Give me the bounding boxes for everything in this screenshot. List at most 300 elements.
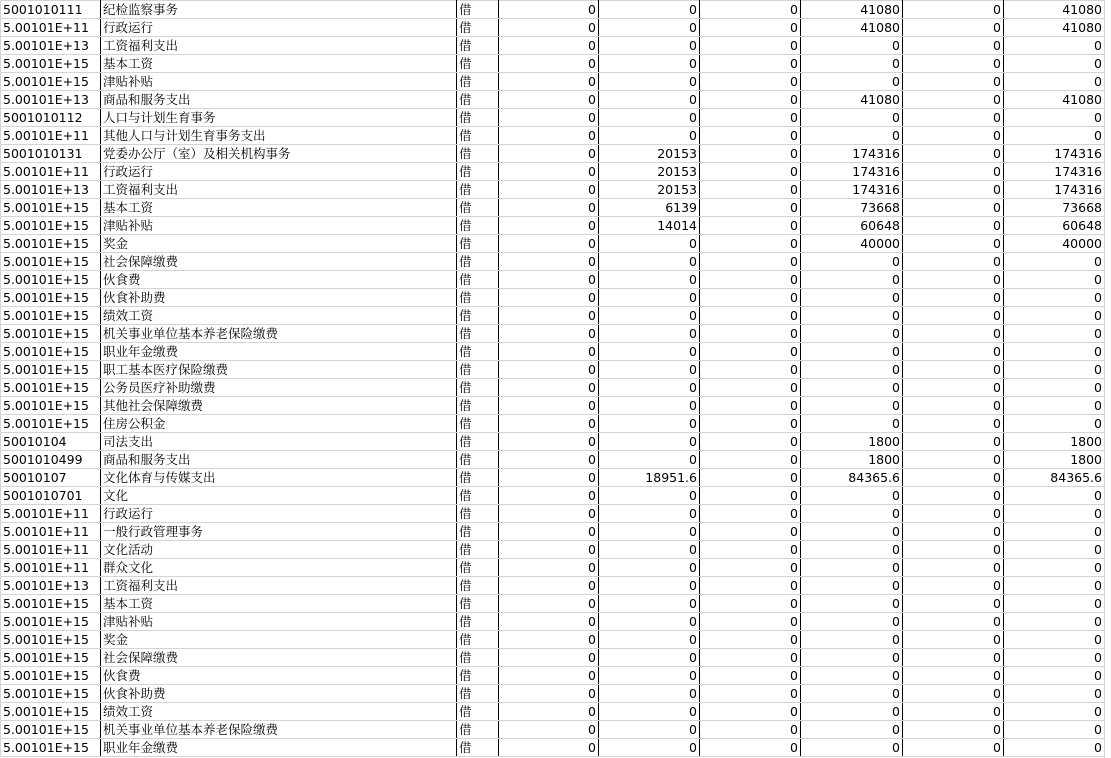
amount-cell-1[interactable]: 0 [499,721,599,739]
account-code-cell[interactable]: 5.00101E+15 [1,343,101,361]
account-name-cell[interactable]: 伙食费 [101,667,457,685]
amount-cell-1[interactable]: 0 [499,685,599,703]
amount-cell-3[interactable]: 0 [700,649,801,667]
amount-cell-1[interactable]: 0 [499,253,599,271]
amount-cell-1[interactable]: 0 [499,91,599,109]
direction-cell[interactable]: 借 [457,325,499,343]
amount-cell-3[interactable]: 0 [700,667,801,685]
amount-cell-5[interactable]: 0 [903,163,1004,181]
account-name-cell[interactable]: 津贴补贴 [101,73,457,91]
amount-cell-6[interactable]: 0 [1004,487,1105,505]
amount-cell-3[interactable]: 0 [700,721,801,739]
account-code-cell[interactable]: 5.00101E+15 [1,685,101,703]
direction-cell[interactable]: 借 [457,649,499,667]
amount-cell-1[interactable]: 0 [499,667,599,685]
amount-cell-3[interactable]: 0 [700,181,801,199]
direction-cell[interactable]: 借 [457,217,499,235]
account-code-cell[interactable]: 5.00101E+15 [1,595,101,613]
account-name-cell[interactable]: 文化活动 [101,541,457,559]
account-name-cell[interactable]: 文化体育与传媒支出 [101,469,457,487]
amount-cell-5[interactable]: 0 [903,469,1004,487]
amount-cell-1[interactable]: 0 [499,739,599,757]
amount-cell-5[interactable]: 0 [903,361,1004,379]
amount-cell-6[interactable]: 174316 [1004,145,1105,163]
account-code-cell[interactable]: 5.00101E+15 [1,667,101,685]
amount-cell-5[interactable]: 0 [903,55,1004,73]
amount-cell-4[interactable]: 0 [801,55,903,73]
amount-cell-3[interactable]: 0 [700,325,801,343]
amount-cell-2[interactable]: 0 [599,577,700,595]
account-code-cell[interactable]: 5001010701 [1,487,101,505]
account-name-cell[interactable]: 公务员医疗补助缴费 [101,379,457,397]
amount-cell-4[interactable]: 174316 [801,181,903,199]
account-code-cell[interactable]: 5.00101E+15 [1,199,101,217]
amount-cell-4[interactable]: 0 [801,577,903,595]
amount-cell-4[interactable]: 0 [801,37,903,55]
amount-cell-3[interactable]: 0 [700,289,801,307]
account-code-cell[interactable]: 5.00101E+15 [1,721,101,739]
account-code-cell[interactable]: 5.00101E+15 [1,631,101,649]
account-code-cell[interactable]: 5.00101E+15 [1,703,101,721]
amount-cell-5[interactable]: 0 [903,289,1004,307]
account-name-cell[interactable]: 行政运行 [101,19,457,37]
account-code-cell[interactable]: 5.00101E+15 [1,271,101,289]
amount-cell-1[interactable]: 0 [499,523,599,541]
direction-cell[interactable]: 借 [457,613,499,631]
amount-cell-6[interactable]: 0 [1004,685,1105,703]
amount-cell-3[interactable]: 0 [700,541,801,559]
amount-cell-6[interactable]: 60648 [1004,217,1105,235]
amount-cell-5[interactable]: 0 [903,343,1004,361]
account-code-cell[interactable]: 5001010131 [1,145,101,163]
amount-cell-4[interactable]: 84365.6 [801,469,903,487]
amount-cell-3[interactable]: 0 [700,559,801,577]
direction-cell[interactable]: 借 [457,91,499,109]
amount-cell-4[interactable]: 0 [801,721,903,739]
account-code-cell[interactable]: 5.00101E+15 [1,613,101,631]
amount-cell-3[interactable]: 0 [700,487,801,505]
amount-cell-6[interactable]: 41080 [1004,19,1105,37]
amount-cell-4[interactable]: 0 [801,271,903,289]
amount-cell-6[interactable]: 1800 [1004,433,1105,451]
account-code-cell[interactable]: 5.00101E+15 [1,379,101,397]
amount-cell-5[interactable]: 0 [903,109,1004,127]
amount-cell-5[interactable]: 0 [903,37,1004,55]
direction-cell[interactable]: 借 [457,109,499,127]
account-code-cell[interactable]: 5.00101E+15 [1,289,101,307]
amount-cell-3[interactable]: 0 [700,19,801,37]
amount-cell-6[interactable]: 0 [1004,127,1105,145]
amount-cell-4[interactable]: 0 [801,667,903,685]
amount-cell-5[interactable]: 0 [903,91,1004,109]
account-name-cell[interactable]: 人口与计划生育事务 [101,109,457,127]
amount-cell-3[interactable]: 0 [700,199,801,217]
amount-cell-2[interactable]: 0 [599,541,700,559]
account-name-cell[interactable]: 其他社会保障缴费 [101,397,457,415]
amount-cell-5[interactable]: 0 [903,397,1004,415]
account-code-cell[interactable]: 5001010112 [1,109,101,127]
amount-cell-1[interactable]: 0 [499,181,599,199]
account-name-cell[interactable]: 商品和服务支出 [101,451,457,469]
amount-cell-6[interactable]: 84365.6 [1004,469,1105,487]
direction-cell[interactable]: 借 [457,721,499,739]
amount-cell-4[interactable]: 0 [801,361,903,379]
account-name-cell[interactable]: 伙食补助费 [101,289,457,307]
amount-cell-2[interactable]: 0 [599,307,700,325]
amount-cell-4[interactable]: 0 [801,631,903,649]
amount-cell-3[interactable]: 0 [700,37,801,55]
amount-cell-3[interactable]: 0 [700,703,801,721]
account-name-cell[interactable]: 一般行政管理事务 [101,523,457,541]
amount-cell-2[interactable]: 0 [599,649,700,667]
amount-cell-1[interactable]: 0 [499,469,599,487]
account-code-cell[interactable]: 50010104 [1,433,101,451]
direction-cell[interactable]: 借 [457,379,499,397]
amount-cell-6[interactable]: 0 [1004,343,1105,361]
amount-cell-3[interactable]: 0 [700,1,801,19]
amount-cell-2[interactable]: 0 [599,667,700,685]
amount-cell-2[interactable]: 14014 [599,217,700,235]
amount-cell-1[interactable]: 0 [499,145,599,163]
amount-cell-2[interactable]: 0 [599,55,700,73]
direction-cell[interactable]: 借 [457,397,499,415]
amount-cell-1[interactable]: 0 [499,649,599,667]
amount-cell-6[interactable]: 0 [1004,361,1105,379]
amount-cell-3[interactable]: 0 [700,397,801,415]
account-name-cell[interactable]: 奖金 [101,235,457,253]
amount-cell-3[interactable]: 0 [700,523,801,541]
amount-cell-4[interactable]: 0 [801,649,903,667]
amount-cell-2[interactable]: 0 [599,127,700,145]
amount-cell-4[interactable]: 0 [801,253,903,271]
direction-cell[interactable]: 借 [457,37,499,55]
amount-cell-2[interactable]: 0 [599,613,700,631]
direction-cell[interactable]: 借 [457,451,499,469]
amount-cell-4[interactable]: 0 [801,523,903,541]
account-name-cell[interactable]: 工资福利支出 [101,577,457,595]
amount-cell-6[interactable]: 0 [1004,595,1105,613]
amount-cell-6[interactable]: 0 [1004,667,1105,685]
amount-cell-2[interactable]: 6139 [599,199,700,217]
amount-cell-2[interactable]: 0 [599,397,700,415]
amount-cell-1[interactable]: 0 [499,577,599,595]
direction-cell[interactable]: 借 [457,235,499,253]
account-name-cell[interactable]: 伙食费 [101,271,457,289]
amount-cell-5[interactable]: 0 [903,541,1004,559]
amount-cell-6[interactable]: 0 [1004,559,1105,577]
amount-cell-2[interactable]: 0 [599,19,700,37]
amount-cell-6[interactable]: 0 [1004,271,1105,289]
amount-cell-5[interactable]: 0 [903,577,1004,595]
direction-cell[interactable]: 借 [457,163,499,181]
account-code-cell[interactable]: 5.00101E+11 [1,127,101,145]
amount-cell-4[interactable]: 0 [801,109,903,127]
amount-cell-1[interactable]: 0 [499,217,599,235]
amount-cell-1[interactable]: 0 [499,109,599,127]
amount-cell-4[interactable]: 0 [801,325,903,343]
amount-cell-4[interactable]: 0 [801,541,903,559]
amount-cell-1[interactable]: 0 [499,505,599,523]
amount-cell-4[interactable]: 0 [801,559,903,577]
amount-cell-1[interactable]: 0 [499,361,599,379]
account-code-cell[interactable]: 5.00101E+13 [1,37,101,55]
amount-cell-2[interactable]: 20153 [599,163,700,181]
amount-cell-6[interactable]: 0 [1004,37,1105,55]
amount-cell-5[interactable]: 0 [903,703,1004,721]
amount-cell-6[interactable]: 0 [1004,541,1105,559]
account-code-cell[interactable]: 5.00101E+15 [1,55,101,73]
amount-cell-2[interactable]: 0 [599,505,700,523]
amount-cell-4[interactable]: 60648 [801,217,903,235]
amount-cell-6[interactable]: 0 [1004,55,1105,73]
amount-cell-6[interactable]: 174316 [1004,163,1105,181]
amount-cell-6[interactable]: 41080 [1004,1,1105,19]
amount-cell-6[interactable]: 0 [1004,631,1105,649]
account-code-cell[interactable]: 5.00101E+15 [1,739,101,757]
direction-cell[interactable]: 借 [457,73,499,91]
amount-cell-4[interactable]: 0 [801,613,903,631]
amount-cell-1[interactable]: 0 [499,595,599,613]
amount-cell-4[interactable]: 0 [801,415,903,433]
account-name-cell[interactable]: 其他人口与计划生育事务支出 [101,127,457,145]
amount-cell-4[interactable]: 174316 [801,163,903,181]
account-code-cell[interactable]: 5.00101E+13 [1,181,101,199]
amount-cell-2[interactable]: 0 [599,703,700,721]
direction-cell[interactable]: 借 [457,1,499,19]
amount-cell-5[interactable]: 0 [903,721,1004,739]
amount-cell-5[interactable]: 0 [903,451,1004,469]
account-code-cell[interactable]: 5.00101E+15 [1,397,101,415]
amount-cell-1[interactable]: 0 [499,703,599,721]
amount-cell-2[interactable]: 0 [599,415,700,433]
amount-cell-2[interactable]: 0 [599,289,700,307]
account-code-cell[interactable]: 50010107 [1,469,101,487]
direction-cell[interactable]: 借 [457,199,499,217]
direction-cell[interactable]: 借 [457,631,499,649]
amount-cell-4[interactable]: 0 [801,343,903,361]
amount-cell-2[interactable]: 0 [599,343,700,361]
direction-cell[interactable]: 借 [457,307,499,325]
amount-cell-1[interactable]: 0 [499,73,599,91]
direction-cell[interactable]: 借 [457,361,499,379]
amount-cell-2[interactable]: 0 [599,91,700,109]
amount-cell-6[interactable]: 0 [1004,397,1105,415]
amount-cell-1[interactable]: 0 [499,37,599,55]
amount-cell-6[interactable]: 0 [1004,325,1105,343]
amount-cell-3[interactable]: 0 [700,343,801,361]
amount-cell-1[interactable]: 0 [499,397,599,415]
direction-cell[interactable]: 借 [457,595,499,613]
account-name-cell[interactable]: 基本工资 [101,199,457,217]
direction-cell[interactable]: 借 [457,181,499,199]
amount-cell-4[interactable]: 174316 [801,145,903,163]
account-name-cell[interactable]: 绩效工资 [101,307,457,325]
amount-cell-4[interactable]: 0 [801,289,903,307]
amount-cell-3[interactable]: 0 [700,631,801,649]
amount-cell-2[interactable]: 0 [599,595,700,613]
amount-cell-4[interactable]: 0 [801,487,903,505]
amount-cell-1[interactable]: 0 [499,199,599,217]
amount-cell-1[interactable]: 0 [499,19,599,37]
amount-cell-1[interactable]: 0 [499,307,599,325]
account-code-cell[interactable]: 5.00101E+11 [1,163,101,181]
direction-cell[interactable]: 借 [457,667,499,685]
account-name-cell[interactable]: 津贴补贴 [101,217,457,235]
amount-cell-3[interactable]: 0 [700,685,801,703]
amount-cell-5[interactable]: 0 [903,181,1004,199]
amount-cell-2[interactable]: 0 [599,325,700,343]
amount-cell-1[interactable]: 0 [499,559,599,577]
amount-cell-5[interactable]: 0 [903,595,1004,613]
amount-cell-6[interactable]: 0 [1004,703,1105,721]
amount-cell-2[interactable]: 0 [599,109,700,127]
amount-cell-3[interactable]: 0 [700,379,801,397]
amount-cell-3[interactable]: 0 [700,361,801,379]
direction-cell[interactable]: 借 [457,415,499,433]
amount-cell-4[interactable]: 0 [801,739,903,757]
amount-cell-5[interactable]: 0 [903,523,1004,541]
amount-cell-4[interactable]: 0 [801,685,903,703]
account-name-cell[interactable]: 社会保障缴费 [101,253,457,271]
amount-cell-4[interactable]: 1800 [801,433,903,451]
direction-cell[interactable]: 借 [457,271,499,289]
amount-cell-6[interactable]: 0 [1004,523,1105,541]
amount-cell-3[interactable]: 0 [700,451,801,469]
account-name-cell[interactable]: 社会保障缴费 [101,649,457,667]
amount-cell-4[interactable]: 0 [801,127,903,145]
amount-cell-3[interactable]: 0 [700,91,801,109]
direction-cell[interactable]: 借 [457,739,499,757]
amount-cell-1[interactable]: 0 [499,631,599,649]
account-code-cell[interactable]: 5.00101E+15 [1,325,101,343]
amount-cell-5[interactable]: 0 [903,739,1004,757]
amount-cell-2[interactable]: 0 [599,271,700,289]
amount-cell-1[interactable]: 0 [499,163,599,181]
account-code-cell[interactable]: 5001010111 [1,1,101,19]
account-code-cell[interactable]: 5.00101E+13 [1,577,101,595]
amount-cell-3[interactable]: 0 [700,469,801,487]
account-name-cell[interactable]: 职业年金缴费 [101,343,457,361]
account-code-cell[interactable]: 5.00101E+15 [1,649,101,667]
amount-cell-6[interactable]: 0 [1004,307,1105,325]
amount-cell-5[interactable]: 0 [903,73,1004,91]
direction-cell[interactable]: 借 [457,577,499,595]
amount-cell-2[interactable]: 0 [599,433,700,451]
amount-cell-2[interactable]: 20153 [599,145,700,163]
amount-cell-5[interactable]: 0 [903,145,1004,163]
amount-cell-5[interactable]: 0 [903,613,1004,631]
amount-cell-4[interactable]: 41080 [801,91,903,109]
direction-cell[interactable]: 借 [457,505,499,523]
account-name-cell[interactable]: 奖金 [101,631,457,649]
amount-cell-3[interactable]: 0 [700,577,801,595]
direction-cell[interactable]: 借 [457,469,499,487]
amount-cell-3[interactable]: 0 [700,235,801,253]
amount-cell-2[interactable]: 0 [599,235,700,253]
amount-cell-6[interactable]: 0 [1004,109,1105,127]
amount-cell-3[interactable]: 0 [700,163,801,181]
account-name-cell[interactable]: 党委办公厅（室）及相关机构事务 [101,145,457,163]
direction-cell[interactable]: 借 [457,559,499,577]
account-name-cell[interactable]: 基本工资 [101,595,457,613]
amount-cell-1[interactable]: 0 [499,271,599,289]
account-name-cell[interactable]: 行政运行 [101,505,457,523]
amount-cell-5[interactable]: 0 [903,307,1004,325]
amount-cell-2[interactable]: 0 [599,739,700,757]
account-code-cell[interactable]: 5.00101E+15 [1,73,101,91]
amount-cell-6[interactable]: 0 [1004,505,1105,523]
amount-cell-1[interactable]: 0 [499,1,599,19]
amount-cell-1[interactable]: 0 [499,487,599,505]
account-name-cell[interactable]: 职工基本医疗保险缴费 [101,361,457,379]
amount-cell-6[interactable]: 0 [1004,73,1105,91]
account-name-cell[interactable]: 住房公积金 [101,415,457,433]
amount-cell-1[interactable]: 0 [499,433,599,451]
amount-cell-2[interactable]: 0 [599,487,700,505]
amount-cell-6[interactable]: 0 [1004,289,1105,307]
amount-cell-6[interactable]: 0 [1004,649,1105,667]
amount-cell-1[interactable]: 0 [499,379,599,397]
direction-cell[interactable]: 借 [457,343,499,361]
amount-cell-1[interactable]: 0 [499,613,599,631]
amount-cell-5[interactable]: 0 [903,415,1004,433]
amount-cell-3[interactable]: 0 [700,217,801,235]
amount-cell-3[interactable]: 0 [700,73,801,91]
amount-cell-5[interactable]: 0 [903,235,1004,253]
direction-cell[interactable]: 借 [457,127,499,145]
amount-cell-2[interactable]: 0 [599,1,700,19]
account-name-cell[interactable]: 司法支出 [101,433,457,451]
account-code-cell[interactable]: 5.00101E+15 [1,235,101,253]
amount-cell-3[interactable]: 0 [700,613,801,631]
account-code-cell[interactable]: 5.00101E+11 [1,541,101,559]
amount-cell-1[interactable]: 0 [499,541,599,559]
amount-cell-1[interactable]: 0 [499,127,599,145]
amount-cell-4[interactable]: 0 [801,73,903,91]
amount-cell-3[interactable]: 0 [700,145,801,163]
amount-cell-1[interactable]: 0 [499,325,599,343]
amount-cell-3[interactable]: 0 [700,739,801,757]
account-name-cell[interactable]: 工资福利支出 [101,37,457,55]
amount-cell-3[interactable]: 0 [700,253,801,271]
account-code-cell[interactable]: 5.00101E+11 [1,505,101,523]
amount-cell-6[interactable]: 0 [1004,415,1105,433]
amount-cell-5[interactable]: 0 [903,379,1004,397]
amount-cell-6[interactable]: 0 [1004,577,1105,595]
amount-cell-3[interactable]: 0 [700,595,801,613]
amount-cell-2[interactable]: 18951.6 [599,469,700,487]
amount-cell-2[interactable]: 0 [599,451,700,469]
account-code-cell[interactable]: 5.00101E+11 [1,559,101,577]
amount-cell-6[interactable]: 174316 [1004,181,1105,199]
account-code-cell[interactable]: 5.00101E+15 [1,361,101,379]
amount-cell-5[interactable]: 0 [903,325,1004,343]
direction-cell[interactable]: 借 [457,541,499,559]
amount-cell-1[interactable]: 0 [499,55,599,73]
amount-cell-2[interactable]: 0 [599,361,700,379]
amount-cell-3[interactable]: 0 [700,271,801,289]
amount-cell-4[interactable]: 1800 [801,451,903,469]
amount-cell-1[interactable]: 0 [499,235,599,253]
amount-cell-5[interactable]: 0 [903,1,1004,19]
amount-cell-5[interactable]: 0 [903,505,1004,523]
amount-cell-2[interactable]: 0 [599,559,700,577]
account-code-cell[interactable]: 5.00101E+15 [1,217,101,235]
amount-cell-2[interactable]: 20153 [599,181,700,199]
account-name-cell[interactable]: 商品和服务支出 [101,91,457,109]
amount-cell-1[interactable]: 0 [499,451,599,469]
amount-cell-5[interactable]: 0 [903,127,1004,145]
